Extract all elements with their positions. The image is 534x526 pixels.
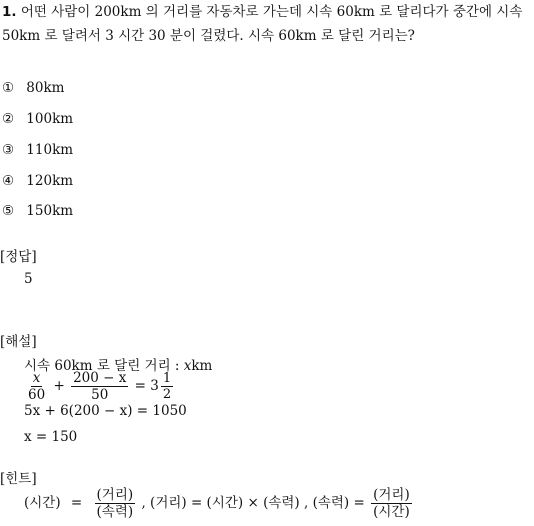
denominator: (속력) xyxy=(96,504,134,520)
explanation-line-1-prefix: 시속 60km 로 달린 거리 : xyxy=(24,358,184,374)
choice-text: 120km xyxy=(26,173,74,189)
numerator: 200 − x xyxy=(73,370,127,386)
fraction-one-half xyxy=(161,371,173,402)
denominator: 2 xyxy=(162,387,172,402)
question-number: 1. xyxy=(2,4,17,20)
numerator: x xyxy=(32,370,41,386)
denominator: 60 xyxy=(28,387,46,403)
explanation-line-1-unit: km xyxy=(191,358,213,374)
fraction-200-minus-x-over-50 xyxy=(71,370,128,403)
explanation-equation-3: x = 150 xyxy=(24,429,78,445)
plus-sign: + xyxy=(53,378,65,394)
explanation-equation-1 xyxy=(24,370,175,403)
answer-header: [정답] xyxy=(0,249,37,265)
fraction-x-over-60 xyxy=(26,370,47,403)
choice-text: 80km xyxy=(26,80,65,96)
choice-mark: ② xyxy=(2,111,15,127)
question xyxy=(2,0,532,48)
choice-5[interactable] xyxy=(2,203,73,219)
fraction-distance-over-time xyxy=(371,487,412,520)
choice-mark: ⑤ xyxy=(2,203,15,219)
choice-mark: ③ xyxy=(2,142,15,158)
denominator: (시간) xyxy=(373,504,410,520)
question-text: 어떤 사람이 200km 의 거리를 자동차로 가는데 시속 60km 로 달리다가 중간에 시속 50km 로 달려서 3 시간 30 분이 걸렸다. 시속 60km 로 달린 거리는? xyxy=(2,4,523,44)
fraction-distance-over-speed xyxy=(95,487,136,520)
choice-mark: ① xyxy=(2,80,15,96)
hint-time: (시간) xyxy=(24,495,61,511)
equals-three: = 3 xyxy=(134,378,159,394)
choice-3[interactable] xyxy=(2,142,73,158)
choice-4[interactable] xyxy=(2,173,73,189)
numerator: (거리) xyxy=(373,487,410,503)
numerator: (거리) xyxy=(96,487,134,503)
choice-2[interactable] xyxy=(2,111,73,127)
choice-text: 110km xyxy=(26,142,74,158)
hint-separator-2: , xyxy=(303,495,309,511)
hint-formula xyxy=(24,487,414,520)
explanation-header: [해설] xyxy=(0,334,37,350)
denominator: 50 xyxy=(91,387,109,403)
explanation-equation-2: 5x + 6(200 − x) = 1050 xyxy=(24,403,187,419)
choice-1[interactable] xyxy=(2,80,64,96)
variable-x: x xyxy=(183,358,192,374)
hint-separator-1: , xyxy=(141,495,146,511)
hint-equals: = xyxy=(70,495,83,511)
hint-distance-formula: (거리) = (시간) × (속력) xyxy=(150,495,300,511)
choice-mark: ④ xyxy=(2,173,15,189)
choice-text: 150km xyxy=(26,203,74,219)
answer-value: 5 xyxy=(24,271,33,287)
hint-speed-lhs: (속력) = xyxy=(312,495,365,511)
choice-text: 100km xyxy=(26,111,74,127)
numerator: 1 xyxy=(162,371,172,386)
hint-header: [힌트] xyxy=(0,471,37,487)
